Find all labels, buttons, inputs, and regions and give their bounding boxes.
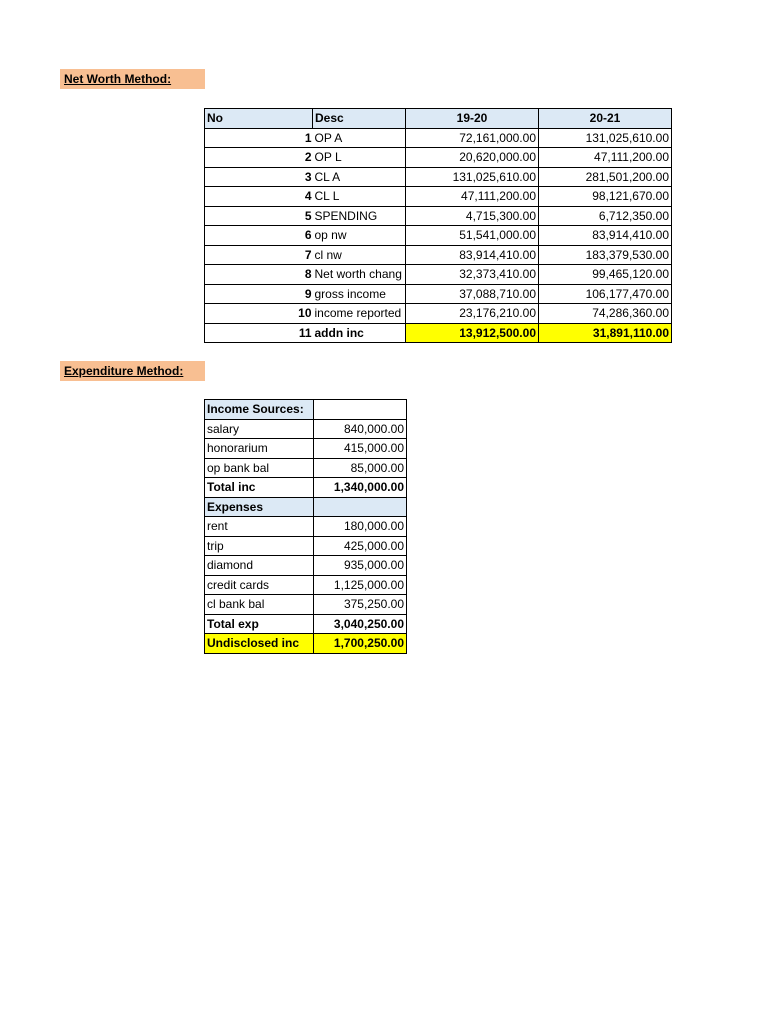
- table-row: [205, 265, 672, 285]
- income-row-value: 415,000.00: [314, 439, 407, 459]
- expense-row: [205, 595, 407, 615]
- expense-row-value: 425,000.00: [314, 536, 407, 556]
- row-desc: Net worth chang: [313, 265, 406, 285]
- header-20-21: 20-21: [539, 109, 672, 129]
- value-19-20: 32,373,410.00: [406, 265, 539, 285]
- value-19-20: 83,914,410.00: [406, 245, 539, 265]
- row-number: 1: [205, 128, 313, 148]
- row-desc: SPENDING: [313, 206, 406, 226]
- value-20-21: 98,121,670.00: [539, 187, 672, 207]
- value-20-21: 74,286,360.00: [539, 304, 672, 324]
- row-desc: cl nw: [313, 245, 406, 265]
- expenditure-title: Expenditure Method:: [60, 361, 205, 381]
- row-number: 11: [205, 323, 313, 343]
- table-row: [205, 304, 672, 324]
- income-row-label: honorarium: [205, 439, 314, 459]
- header-no: No: [205, 109, 313, 129]
- total-exp-row: [205, 614, 407, 634]
- value-19-20: 131,025,610.00: [406, 167, 539, 187]
- row-number: 5: [205, 206, 313, 226]
- income-row-value: 85,000.00: [314, 458, 407, 478]
- expense-row-value: 935,000.00: [314, 556, 407, 576]
- total-exp-row-value: 3,040,250.00: [314, 614, 407, 634]
- row-number: 7: [205, 245, 313, 265]
- total-inc-row-value: 1,340,000.00: [314, 478, 407, 498]
- value-19-20: 51,541,000.00: [406, 226, 539, 246]
- expenses-header-row-label: Expenses: [205, 497, 314, 517]
- row-desc: op nw: [313, 226, 406, 246]
- value-20-21: 99,465,120.00: [539, 265, 672, 285]
- total-inc-row-label: Total inc: [205, 478, 314, 498]
- row-desc: income reported: [313, 304, 406, 324]
- value-20-21: 281,501,200.00: [539, 167, 672, 187]
- header-desc: Desc: [313, 109, 406, 129]
- income-row-label: salary: [205, 419, 314, 439]
- value-19-20: 4,715,300.00: [406, 206, 539, 226]
- expense-row-label: diamond: [205, 556, 314, 576]
- table-row: [205, 245, 672, 265]
- net-worth-title: Net Worth Method:: [60, 69, 205, 89]
- expense-row-value: 1,125,000.00: [314, 575, 407, 595]
- expense-row: [205, 556, 407, 576]
- value-19-20: 13,912,500.00: [406, 323, 539, 343]
- table-row: [205, 206, 672, 226]
- expense-row-value: 375,250.00: [314, 595, 407, 615]
- income-row: [205, 419, 407, 439]
- value-20-21: 131,025,610.00: [539, 128, 672, 148]
- expense-row-label: trip: [205, 536, 314, 556]
- header-19-20: 19-20: [406, 109, 539, 129]
- row-number: 4: [205, 187, 313, 207]
- table-row: [205, 167, 672, 187]
- value-19-20: 20,620,000.00: [406, 148, 539, 168]
- income-row: [205, 439, 407, 459]
- table-row: [205, 128, 672, 148]
- undisclosed-row-value: 1,700,250.00: [314, 634, 407, 654]
- row-number: 9: [205, 284, 313, 304]
- income-row-value: 840,000.00: [314, 419, 407, 439]
- table-row: [205, 148, 672, 168]
- value-20-21: 183,379,530.00: [539, 245, 672, 265]
- row-number: 8: [205, 265, 313, 285]
- row-desc: CL L: [313, 187, 406, 207]
- table-row: [205, 284, 672, 304]
- row-desc: OP L: [313, 148, 406, 168]
- table-row: [205, 226, 672, 246]
- income-header-row: [205, 400, 407, 420]
- row-desc: OP A: [313, 128, 406, 148]
- total-inc-row: [205, 478, 407, 498]
- table-row: [205, 187, 672, 207]
- expenditure-table: [204, 399, 407, 654]
- expense-row-value: 180,000.00: [314, 517, 407, 537]
- income-row: [205, 458, 407, 478]
- row-desc: gross income: [313, 284, 406, 304]
- row-desc: addn inc: [313, 323, 406, 343]
- row-number: 6: [205, 226, 313, 246]
- undisclosed-row: [205, 634, 407, 654]
- expense-row-label: rent: [205, 517, 314, 537]
- value-19-20: 37,088,710.00: [406, 284, 539, 304]
- value-19-20: 23,176,210.00: [406, 304, 539, 324]
- income-header-row-value: [314, 400, 407, 420]
- expense-row: [205, 575, 407, 595]
- row-desc: CL A: [313, 167, 406, 187]
- row-number: 3: [205, 167, 313, 187]
- value-20-21: 83,914,410.00: [539, 226, 672, 246]
- expense-row: [205, 536, 407, 556]
- expense-row: [205, 517, 407, 537]
- expense-row-label: credit cards: [205, 575, 314, 595]
- expense-row-label: cl bank bal: [205, 595, 314, 615]
- total-exp-row-label: Total exp: [205, 614, 314, 634]
- table-row: [205, 323, 672, 343]
- value-20-21: 106,177,470.00: [539, 284, 672, 304]
- value-19-20: 47,111,200.00: [406, 187, 539, 207]
- income-header-row-label: Income Sources:: [205, 400, 314, 420]
- undisclosed-row-label: Undisclosed inc: [205, 634, 314, 654]
- expenses-header-row: [205, 497, 407, 517]
- value-20-21: 31,891,110.00: [539, 323, 672, 343]
- net-worth-table: [204, 108, 672, 343]
- row-number: 10: [205, 304, 313, 324]
- value-20-21: 47,111,200.00: [539, 148, 672, 168]
- row-number: 2: [205, 148, 313, 168]
- expenses-header-row-value: [314, 497, 407, 517]
- value-19-20: 72,161,000.00: [406, 128, 539, 148]
- value-20-21: 6,712,350.00: [539, 206, 672, 226]
- income-row-label: op bank bal: [205, 458, 314, 478]
- table-header-row: [205, 109, 672, 129]
